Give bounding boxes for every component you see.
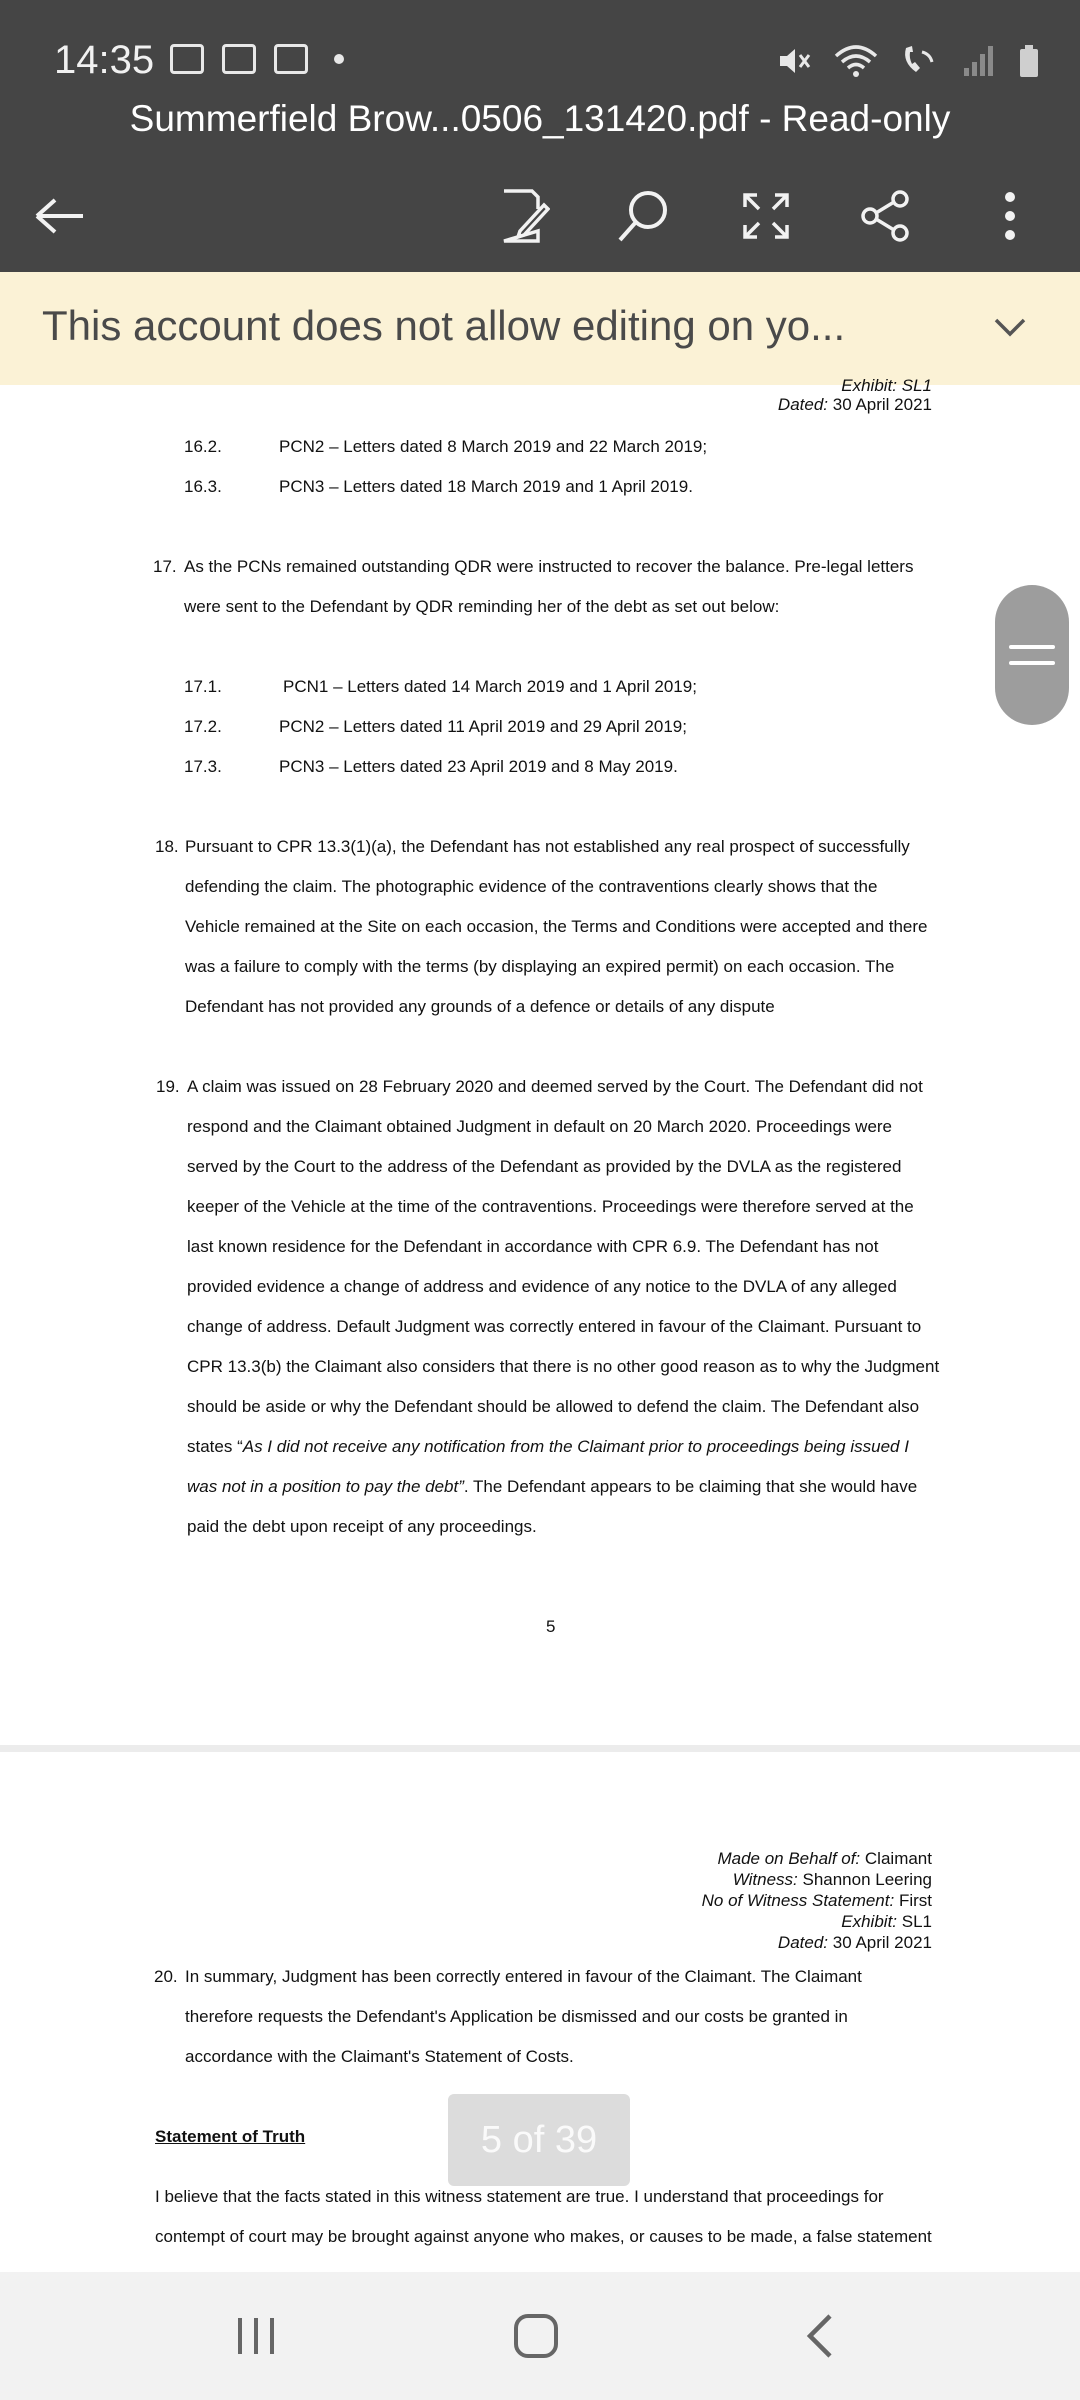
back-arrow-icon xyxy=(33,196,87,236)
share-button[interactable] xyxy=(854,184,918,248)
para-19-line: should be aside or why the Defendant should be allowed to defend the claim. The Defendant also xyxy=(187,1397,920,1416)
page-number: 5 xyxy=(546,1617,556,1636)
handle-line xyxy=(1009,645,1055,649)
statement-of-truth-line: I believe that the facts stated in this witness statement are true. I understand that proceedings for xyxy=(155,2187,884,2206)
para-18-number: 18. xyxy=(155,837,179,856)
wifi-icon xyxy=(834,44,878,83)
para-18-line: defending the claim. The photographic evidence of the contraventions clearly shows that the xyxy=(185,877,878,896)
header-made-on-behalf: Made on Behalf of: Claimant xyxy=(717,1849,932,1868)
recents-icon xyxy=(234,2314,278,2358)
para-17-line: were sent to the Defendant by QDR reminding her of the debt as set out below: xyxy=(184,597,780,616)
outlook-notification-icon xyxy=(222,44,256,74)
handle-line xyxy=(1009,661,1055,665)
back-button[interactable] xyxy=(28,184,92,248)
mute-icon xyxy=(776,44,812,83)
para-19-line: last known residence for the Defendant in accordance with CPR 6.9. The Defendant has not xyxy=(187,1237,879,1256)
para-19-line: keeper of the Vehicle at the time of the contraventions. Proceedings were therefore served at the xyxy=(187,1197,914,1216)
para-18-line: was a failure to comply with the terms (by displaying an expired permit) on each occasion. The xyxy=(185,957,895,976)
fullscreen-button[interactable] xyxy=(734,184,798,248)
document-page xyxy=(0,1752,1080,2272)
back-chevron-icon xyxy=(800,2312,840,2360)
para-18-line: Defendant has not provided any grounds of a defence or details of any dispute xyxy=(185,997,775,1016)
signal-icon xyxy=(962,44,996,83)
para-19-line: was not in a position to pay the debt”. The Defendant appears to be claiming that she would have xyxy=(187,1477,918,1496)
banner-text: This account does not allow editing on yo... xyxy=(42,302,846,349)
back-nav-button[interactable] xyxy=(784,2300,856,2372)
share-icon xyxy=(860,189,912,243)
header-exhibit-cut: Exhibit: SL1 xyxy=(841,376,932,395)
fast-scroll-handle[interactable] xyxy=(995,585,1069,725)
para-18-line: Pursuant to CPR 13.3(1)(a), the Defendant has not established any real prospect of successfully xyxy=(185,837,910,856)
voicemail-notification-icon xyxy=(274,44,308,74)
app-header xyxy=(0,0,1080,272)
search-icon xyxy=(616,188,672,244)
para-19-line: CPR 13.3(b) the Claimant also considers that there is no other good reason as to why the Judgment xyxy=(187,1357,940,1376)
more-icon xyxy=(1002,191,1018,241)
home-button[interactable] xyxy=(500,2300,572,2372)
status-time: 14:35 xyxy=(54,38,155,82)
statement-of-truth-heading: Statement of Truth xyxy=(155,2127,306,2146)
recents-button[interactable] xyxy=(220,2300,292,2372)
para-19-line: provided evidence a change of address and evidence of any notice to the DVLA of any alleged xyxy=(187,1277,897,1296)
para-19-line: states “As I did not receive any notification from the Claimant prior to proceedings being issued I xyxy=(187,1437,909,1456)
home-icon xyxy=(511,2311,561,2361)
editing-restriction-banner[interactable] xyxy=(0,272,1080,385)
para-19-line: change of address. Default Judgment was correctly entered in favour of the Claimant. Pursuant to xyxy=(187,1317,922,1336)
more-options-button[interactable] xyxy=(978,184,1042,248)
page-indicator: 5 of 39 xyxy=(448,2094,630,2186)
para-20-number: 20. xyxy=(154,1967,178,1986)
para-20-line: In summary, Judgment has been correctly entered in favour of the Claimant. The Claimant xyxy=(185,1967,862,1986)
edit-button[interactable] xyxy=(492,184,556,248)
para-17-number: 17. xyxy=(153,557,177,576)
para-17-line: As the PCNs remained outstanding QDR were instructed to recover the balance. Pre-legal letters xyxy=(184,557,914,576)
battery-icon xyxy=(1018,44,1040,83)
document-title: Summerfield Brow...0506_131420.pdf - Read-only xyxy=(129,98,951,139)
para-19-line: served by the Court to the address of the Defendant as provided by the DVLA as the registered xyxy=(187,1157,902,1176)
para-19-line: respond and the Claimant obtained Judgment in default on 20 March 2020. Proceedings were xyxy=(187,1117,893,1136)
document-page: Exhibit: SL1 Dated: 30 April 2021 16.2. PCN2 – Letters dated 8 March 2019 and 22 March 2019; 16.3. PCN3 – Letters dated 18 March 2019 and 1 April 2019. 17. As the PCNs remained outstanding QDR were instructed to recover the balance. Pre-legal letters were sent to the Defendant by QDR reminding her of the debt as set out below: 17.1. PCN1 – Letters dated 14 March 2019 and 1 April 2019; 17.2. PCN2 – Letters dated 11 April 2019 and 29 April 2019; 17.3. PCN3 – Letters dated 23 April 2019 and 8 May 2019. 18. Pursuant to CPR 13.3(1)(a), the Defendant has not established any real prospect of successfully defending the claim. The photographic evidence of the contraventions clearly shows that the Vehicle remained at the Site on each occasion, the Terms and Conditions were accepted and there was a failure to comply with the terms (by displaying an expired permit) on each occasion. The Defendant has not provided any grounds of a defence or details of any dispute 19. A claim was issued on 28 February 2020 and deemed served by the Court. The Defendant did not respond and the Claimant obtained Judgment in default on 20 March 2020. Proceedings were served by the Court to the address of the Defendant as provided by the DVLA as the registered keeper of the Vehicle at the time of the contraventions. Proceedings were therefore served at the last known residence for the Defendant in accordance with CPR 6.9. The Defendant has not provided evidence a change of address and evidence of any notice to the DVLA of any alleged change of address. Default Judgment was correctly entered in favour of the Claimant. Pursuant to CPR 13.3(b) the Claimant also considers that there is no other good reason as to why the Judgment should be aside or why the Defendant should be allowed to defend the claim. The Defendant also states “As I did not receive any notification from the Claimant prior to proceedings being issued I was not in a position to pay the debt”. The Defendant appears to be claiming that she would have paid the debt upon receipt of any proceedings. 5 xyxy=(0,385,1080,1745)
para-19-line: paid the debt upon receipt of any proceedings. xyxy=(187,1517,537,1536)
para-20-line: accordance with the Claimant's Statement of Costs. xyxy=(185,2047,574,2066)
chevron-down-icon[interactable] xyxy=(990,306,1030,346)
header-dated: Dated: 30 April 2021 xyxy=(777,1933,932,1952)
toolbar xyxy=(0,170,1080,260)
gallery-notification-icon xyxy=(170,44,204,74)
system-icons xyxy=(776,44,1040,83)
header-dated: Dated: 30 April 2021 xyxy=(777,395,932,414)
para-18-line: Vehicle remained at the Site on each occasion, the Terms and Conditions were accepted and there xyxy=(185,917,928,936)
para-19-number: 19. xyxy=(156,1077,180,1096)
system-navigation-bar xyxy=(0,2272,1080,2400)
para-19-line: A claim was issued on 28 February 2020 and deemed served by the Court. The Defendant did not xyxy=(187,1077,923,1096)
edit-icon xyxy=(498,187,550,245)
header-witness-statement-no: No of Witness Statement: First xyxy=(701,1891,932,1910)
search-button[interactable] xyxy=(612,184,676,248)
para-20-line: therefore requests the Defendant's Application be dismissed and our costs be granted in xyxy=(185,2007,848,2026)
header-exhibit: Exhibit: SL1 xyxy=(841,1912,932,1931)
wifi-calling-icon xyxy=(900,44,940,83)
header-witness: Witness: Shannon Leering xyxy=(732,1870,932,1889)
more-notifications-icon xyxy=(334,54,344,64)
statement-of-truth-line: contempt of court may be brought against anyone who makes, or causes to be made, a false statement xyxy=(155,2227,932,2246)
notification-icons xyxy=(170,44,344,74)
fullscreen-icon xyxy=(741,191,791,241)
